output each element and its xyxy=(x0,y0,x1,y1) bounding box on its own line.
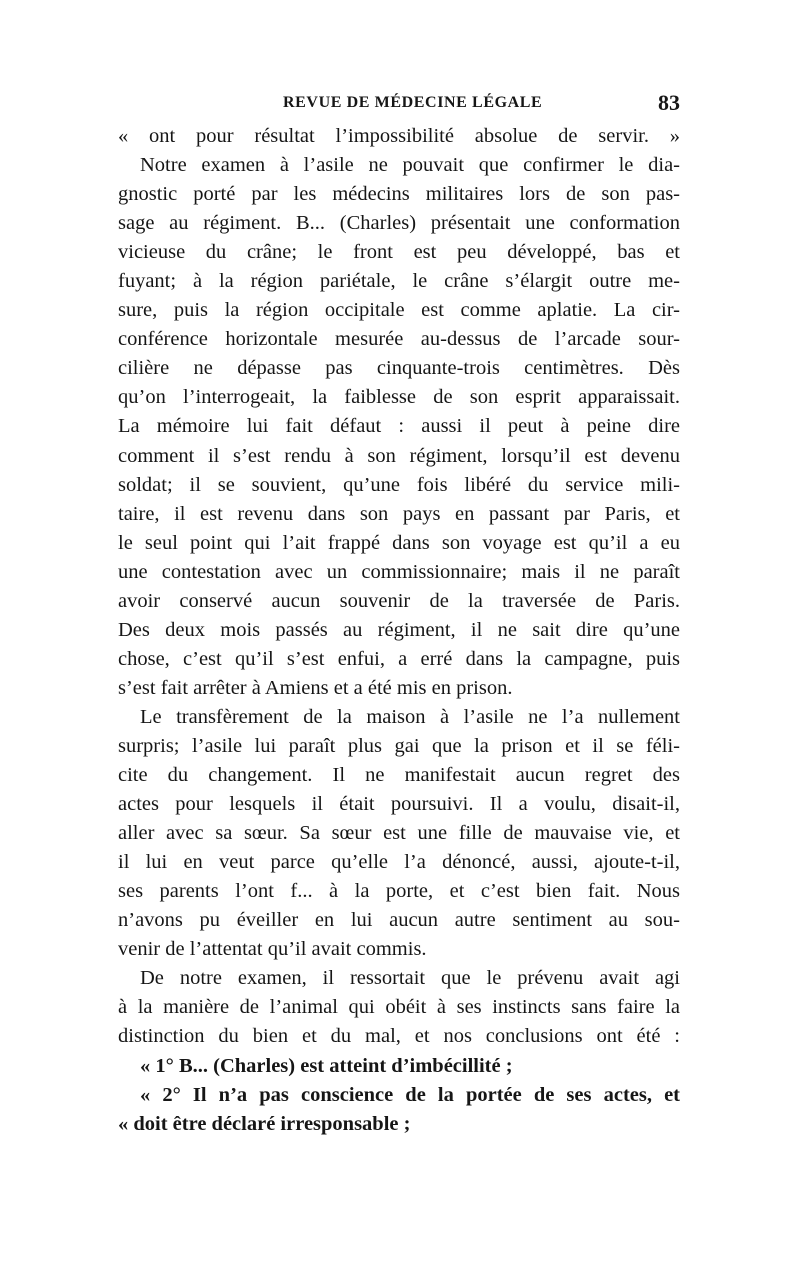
text-line: conférence horizontale mesurée au-dessus de l’arcade sour- xyxy=(118,328,680,351)
text-line: aller avec sa sœur. Sa sœur est une fille de mauvaise vie, et xyxy=(118,822,680,845)
page-number: 83 xyxy=(658,90,680,115)
text-line: « ont pour résultat l’impossibilité absolue de servir. » xyxy=(118,125,680,147)
text-line: De notre examen, il ressortait que le prévenu avait agi xyxy=(140,967,680,990)
text-line: fuyant; à la région pariétale, le crâne s’élargit outre me- xyxy=(118,270,680,293)
text-line: vicieuse du crâne; le front est peu développé, bas et xyxy=(118,241,680,264)
text-line: actes pour lesquels il était poursuivi. Il a voulu, disait-il, xyxy=(118,793,680,816)
body-text xyxy=(118,122,680,1139)
text-line: cite du changement. Il ne manifestait aucun regret des xyxy=(118,764,680,787)
text-line: Des deux mois passés au régiment, il ne sait dire qu’une xyxy=(118,618,680,641)
text-line: surpris; l’asile lui paraît plus gai que la prison et il se féli- xyxy=(118,734,680,757)
running-title: REVUE DE MÉDECINE LÉGALE xyxy=(283,94,543,111)
text-line: n’avons pu éveiller en lui aucun autre sentiment au sou- xyxy=(118,909,680,932)
text-line: soldat; il se souvient, qu’une fois libéré du service mili- xyxy=(118,473,680,496)
text-line: à la manière de l’animal qui obéit à ses instincts sans faire la xyxy=(118,996,680,1019)
text-line: il lui en veut parce qu’elle l’a dénoncé, aussi, ajoute-t-il, xyxy=(118,851,680,874)
text-line: ses parents l’ont f... à la porte, et c’est bien fait. Nous xyxy=(118,880,680,903)
text-line: taire, il est revenu dans son pays en passant par Paris, et xyxy=(118,502,680,525)
text-line: sure, puis la région occipitale est comme aplatie. La cir- xyxy=(118,299,680,322)
text-line: avoir conservé aucun souvenir de la traversée de Paris. xyxy=(118,589,680,612)
text-line: La mémoire lui fait défaut : aussi il peut à peine dire xyxy=(118,415,680,438)
text-line: chose, c’est qu’il s’est enfui, a erré dans la campagne, puis xyxy=(118,647,680,670)
text-line: le seul point qui l’ait frappé dans son voyage est qu’il a eu xyxy=(118,531,680,554)
text-line: Le transfèrement de la maison à l’asile ne l’a nullement xyxy=(140,705,680,728)
text-line: qu’on l’interrogeait, la faiblesse de son esprit apparaissait. xyxy=(118,386,680,409)
text-line: gnostic porté par les médecins militaires lors de son pas- xyxy=(118,183,680,206)
text-line: « doit être déclaré irresponsable ; xyxy=(118,1112,411,1135)
text-line: cilière ne dépasse pas cinquante-trois centimètres. Dès xyxy=(118,357,680,380)
text-line: sage au régiment. B... (Charles) présentait une conformation xyxy=(118,212,680,235)
text-line: Notre examen à l’asile ne pouvait que confirmer le dia- xyxy=(140,154,680,177)
text-line: s’est fait arrêter à Amiens et a été mis en prison. xyxy=(118,676,513,699)
text-line: venir de l’attentat qu’il avait commis. xyxy=(118,938,427,961)
text-line: « 1° B... (Charles) est atteint d’imbécillité ; xyxy=(140,1054,513,1077)
text-line: une contestation avec un commissionnaire; mais il ne paraît xyxy=(118,560,680,583)
page-header xyxy=(118,90,680,120)
text-line: distinction du bien et du mal, et nos conclusions ont été : xyxy=(118,1025,680,1048)
text-line: « 2° Il n’a pas conscience de la portée de ses actes, et xyxy=(140,1083,680,1106)
text-line: comment il s’est rendu à son régiment, lorsqu’il est devenu xyxy=(118,444,680,467)
